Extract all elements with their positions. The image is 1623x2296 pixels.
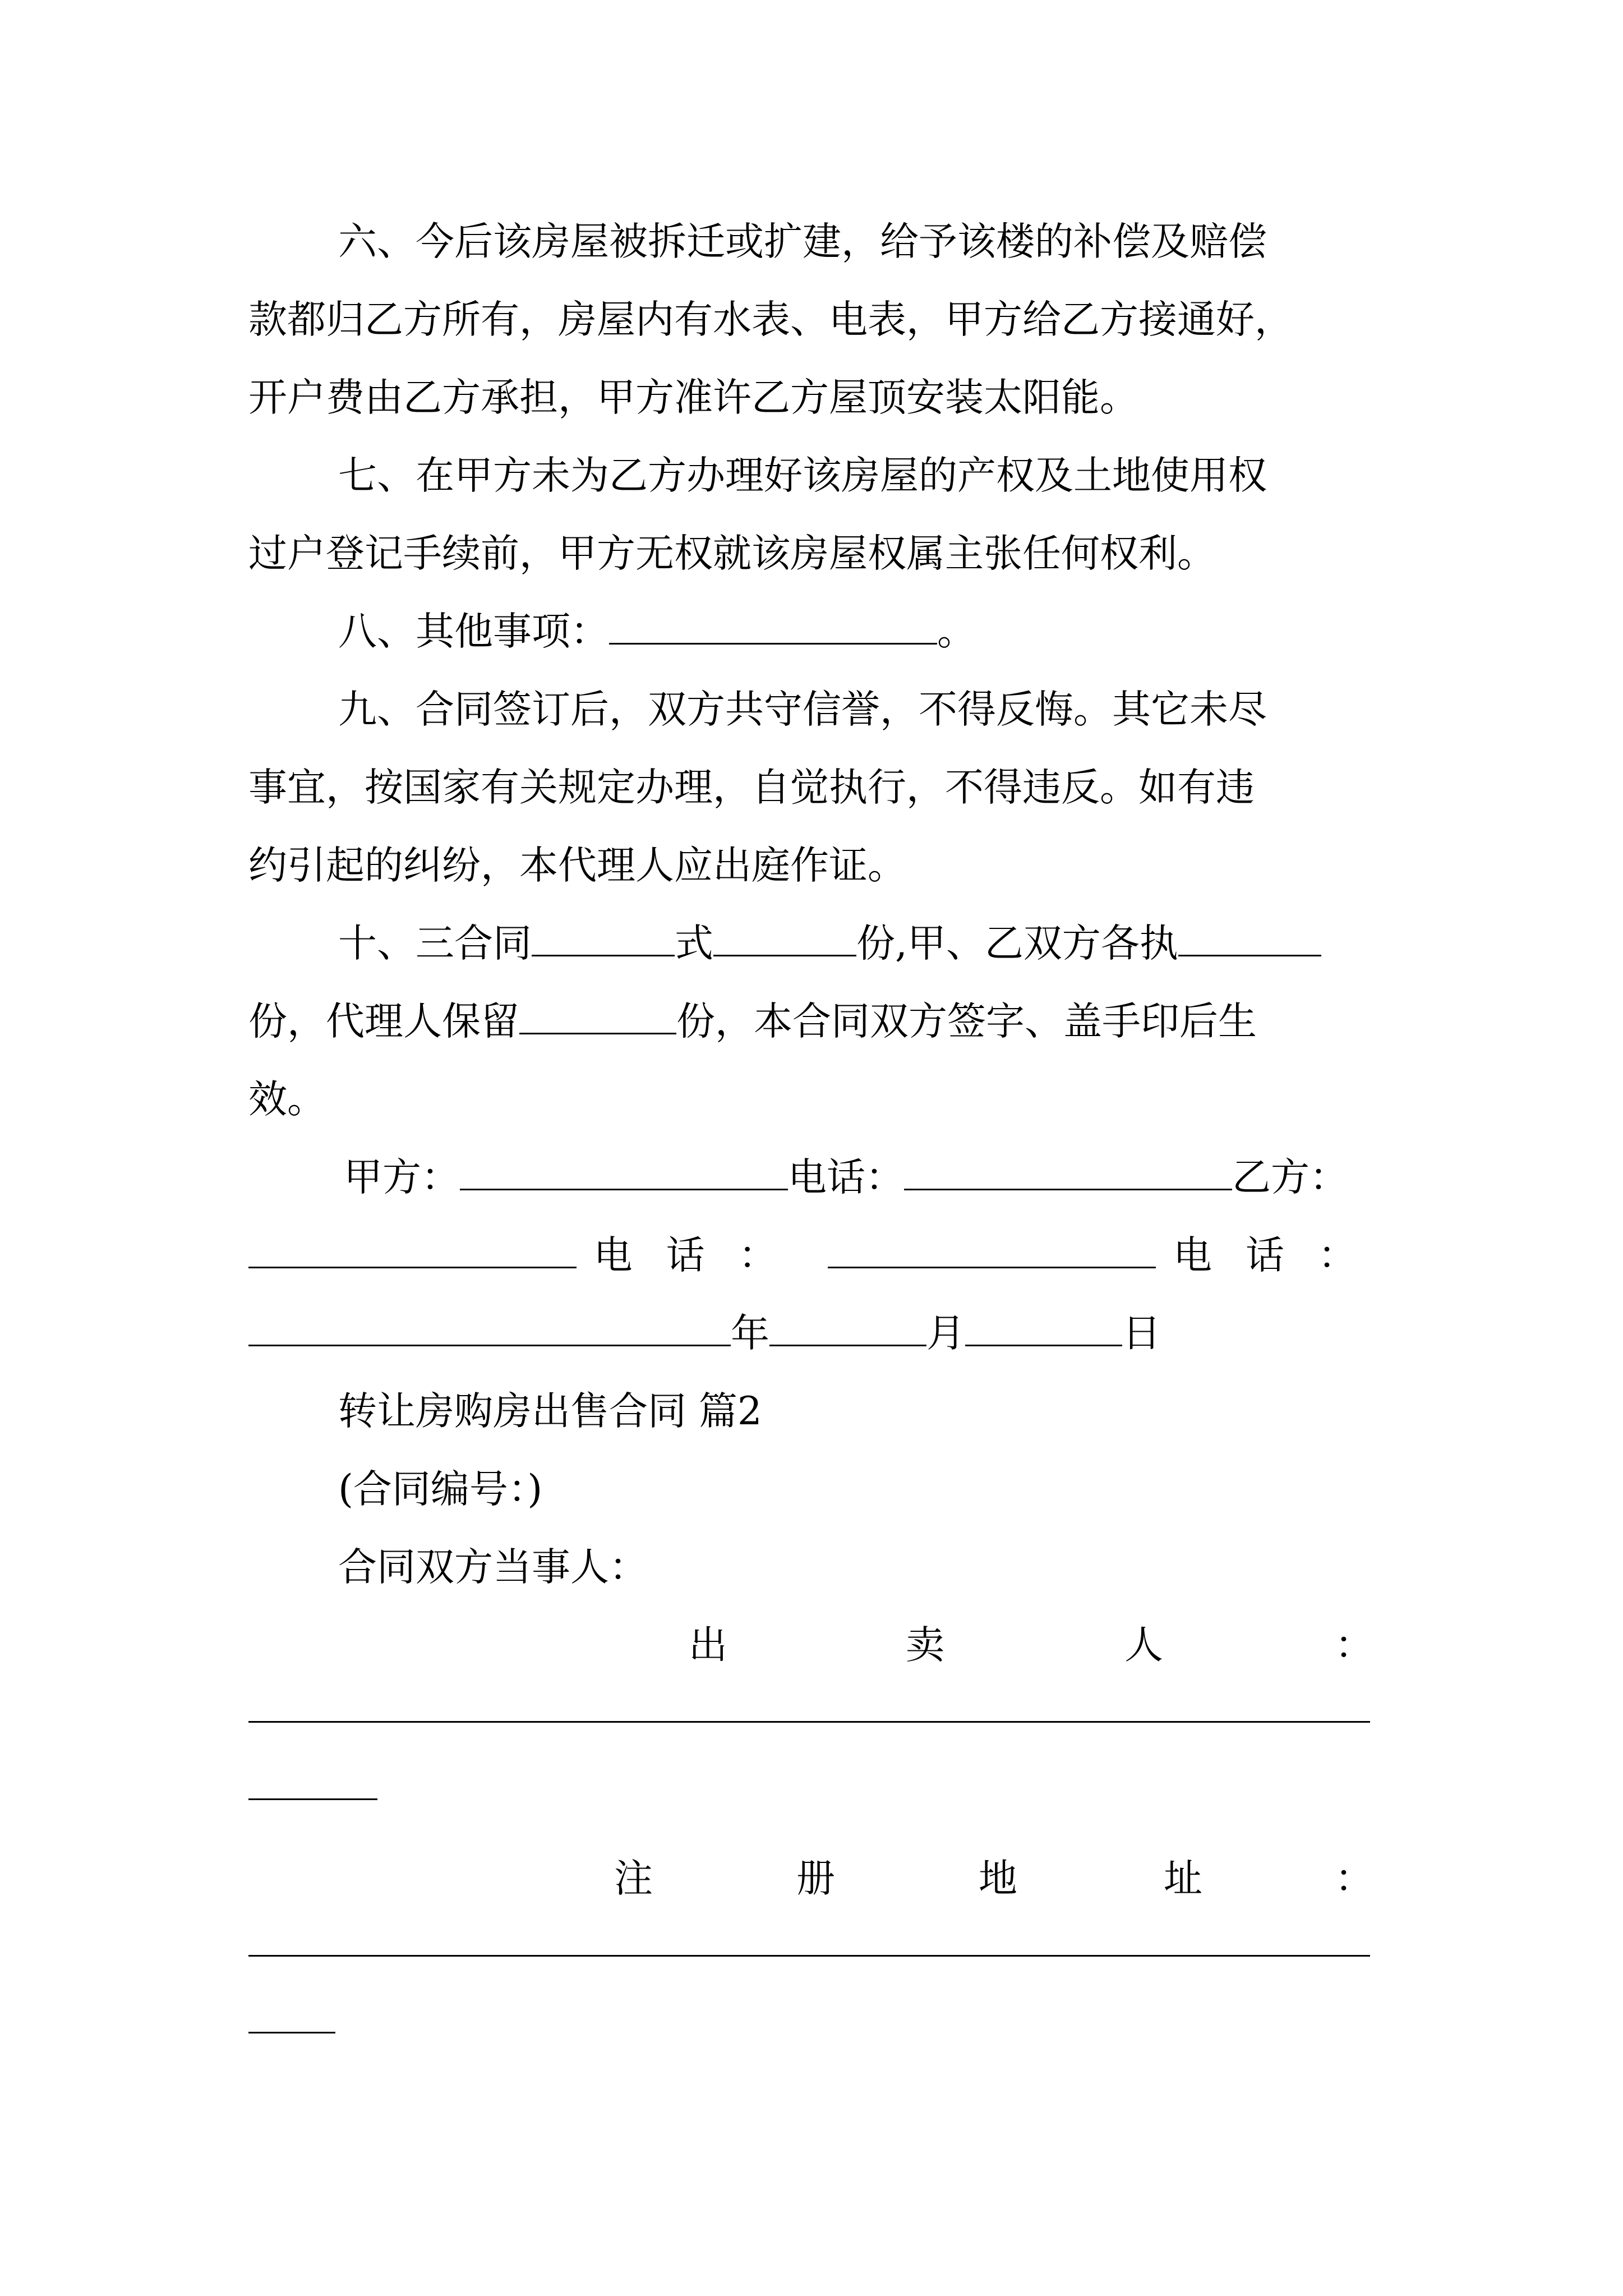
- clause-10: [248, 905, 1390, 1139]
- clause-10-line-3: 效。: [248, 1077, 326, 1122]
- seller-char-3: 人: [1124, 1623, 1163, 1668]
- clause-6-line-1: 六、今后该房屋被拆迁或扩建，给予该楼的补偿及赔偿: [338, 219, 1267, 264]
- clause-8-label: 八、其他事项：: [338, 609, 609, 654]
- seller-char-1: 出: [689, 1623, 727, 1668]
- clause-10-part-4: 份，代理人保留: [248, 999, 519, 1044]
- signature-block: [248, 1139, 1390, 1373]
- clause-8-line: [248, 593, 1390, 671]
- month-blank[interactable]: [769, 1311, 926, 1346]
- party-b-label: 乙方：: [1232, 1155, 1348, 1200]
- section-2: [248, 1373, 1390, 1607]
- address-char-5: ：: [1335, 1856, 1373, 1901]
- address-char-4: 址: [1164, 1856, 1202, 1901]
- seller-char-4: ：: [1335, 1623, 1373, 1668]
- clause-10-part-3: 份,甲、乙双方各执: [856, 921, 1178, 966]
- clause-7-line-2: 过户登记手续前，甲方无权就该房屋权属主张任何权利。: [248, 531, 1216, 576]
- address-char-1: 注: [614, 1856, 653, 1901]
- phone-1-label: 电话：: [593, 1233, 811, 1278]
- signature-line-1: [248, 1139, 1390, 1217]
- signature-line-2: [248, 1217, 1390, 1295]
- party-b-blank[interactable]: [248, 1233, 577, 1268]
- clause-9-line-1: 九、合同签订后，双方共守信誉，不得反悔。其它未尽: [338, 687, 1267, 732]
- clause-8: [248, 593, 1390, 671]
- clause-9: [248, 671, 1390, 905]
- clause-6: [248, 203, 1390, 437]
- party-a-label: 甲方：: [344, 1155, 460, 1200]
- clause-10-line-1: [248, 905, 1390, 983]
- address-char-3: 地: [979, 1856, 1017, 1901]
- phone-a-blank[interactable]: [904, 1155, 1232, 1190]
- clause-10-part-5: 份，本合同双方签字、盖手印后生: [676, 999, 1257, 1044]
- address-blank-line-2[interactable]: [248, 2032, 335, 2033]
- party-a-blank[interactable]: [460, 1155, 788, 1190]
- clause-10-part-1: 十、三合同: [338, 921, 532, 966]
- month-label: 月: [926, 1311, 965, 1356]
- clause-10-line-2: [248, 983, 1390, 1061]
- clause-6-line-3: 开户费由乙方承担，甲方准许乙方屋顶安装太阳能。: [248, 375, 1138, 420]
- clause-9-line-3: 约引起的纠纷，本代理人应出庭作证。: [248, 843, 906, 888]
- address-char-2: 册: [796, 1856, 835, 1901]
- other-matters-blank[interactable]: [609, 609, 937, 645]
- seller-blank-line-1[interactable]: [248, 1721, 1370, 1723]
- year-label: 年: [731, 1311, 769, 1356]
- clause-8-end: 。: [937, 609, 976, 654]
- year-blank[interactable]: [248, 1311, 731, 1346]
- contract-parties: 合同双方当事人：: [338, 1545, 648, 1590]
- clause-9-line-2: 事宜，按国家有关规定办理，自觉执行，不得违反。如有违: [248, 765, 1255, 810]
- clause-10-part-2: 式: [675, 921, 713, 966]
- format-blank[interactable]: [713, 921, 856, 956]
- clause-7-line-1: 七、在甲方未为乙方办理好该房屋的产权及土地使用权: [338, 453, 1267, 498]
- copies-blank[interactable]: [532, 921, 675, 956]
- phone-2-label: 电话：: [1173, 1233, 1390, 1278]
- clause-6-line-2: 款都归乙方所有，房屋内有水表、电表，甲方给乙方接通好，: [248, 297, 1293, 342]
- day-blank[interactable]: [965, 1311, 1122, 1346]
- day-label: 日: [1122, 1311, 1161, 1356]
- contract-number: (合同编号：): [338, 1467, 543, 1512]
- seller-blank-line-2[interactable]: [248, 1798, 377, 1800]
- agent-copies-blank[interactable]: [519, 999, 676, 1034]
- section-2-title: 转让房购房出售合同 篇2: [338, 1389, 762, 1434]
- each-party-blank[interactable]: [1178, 921, 1321, 956]
- phone-b-blank[interactable]: [828, 1233, 1156, 1268]
- date-line: [248, 1295, 1390, 1373]
- phone-a-label: 电话：: [788, 1155, 904, 1200]
- clause-7: [248, 437, 1390, 593]
- seller-char-2: 卖: [906, 1623, 944, 1668]
- address-blank-line-1[interactable]: [248, 1955, 1370, 1957]
